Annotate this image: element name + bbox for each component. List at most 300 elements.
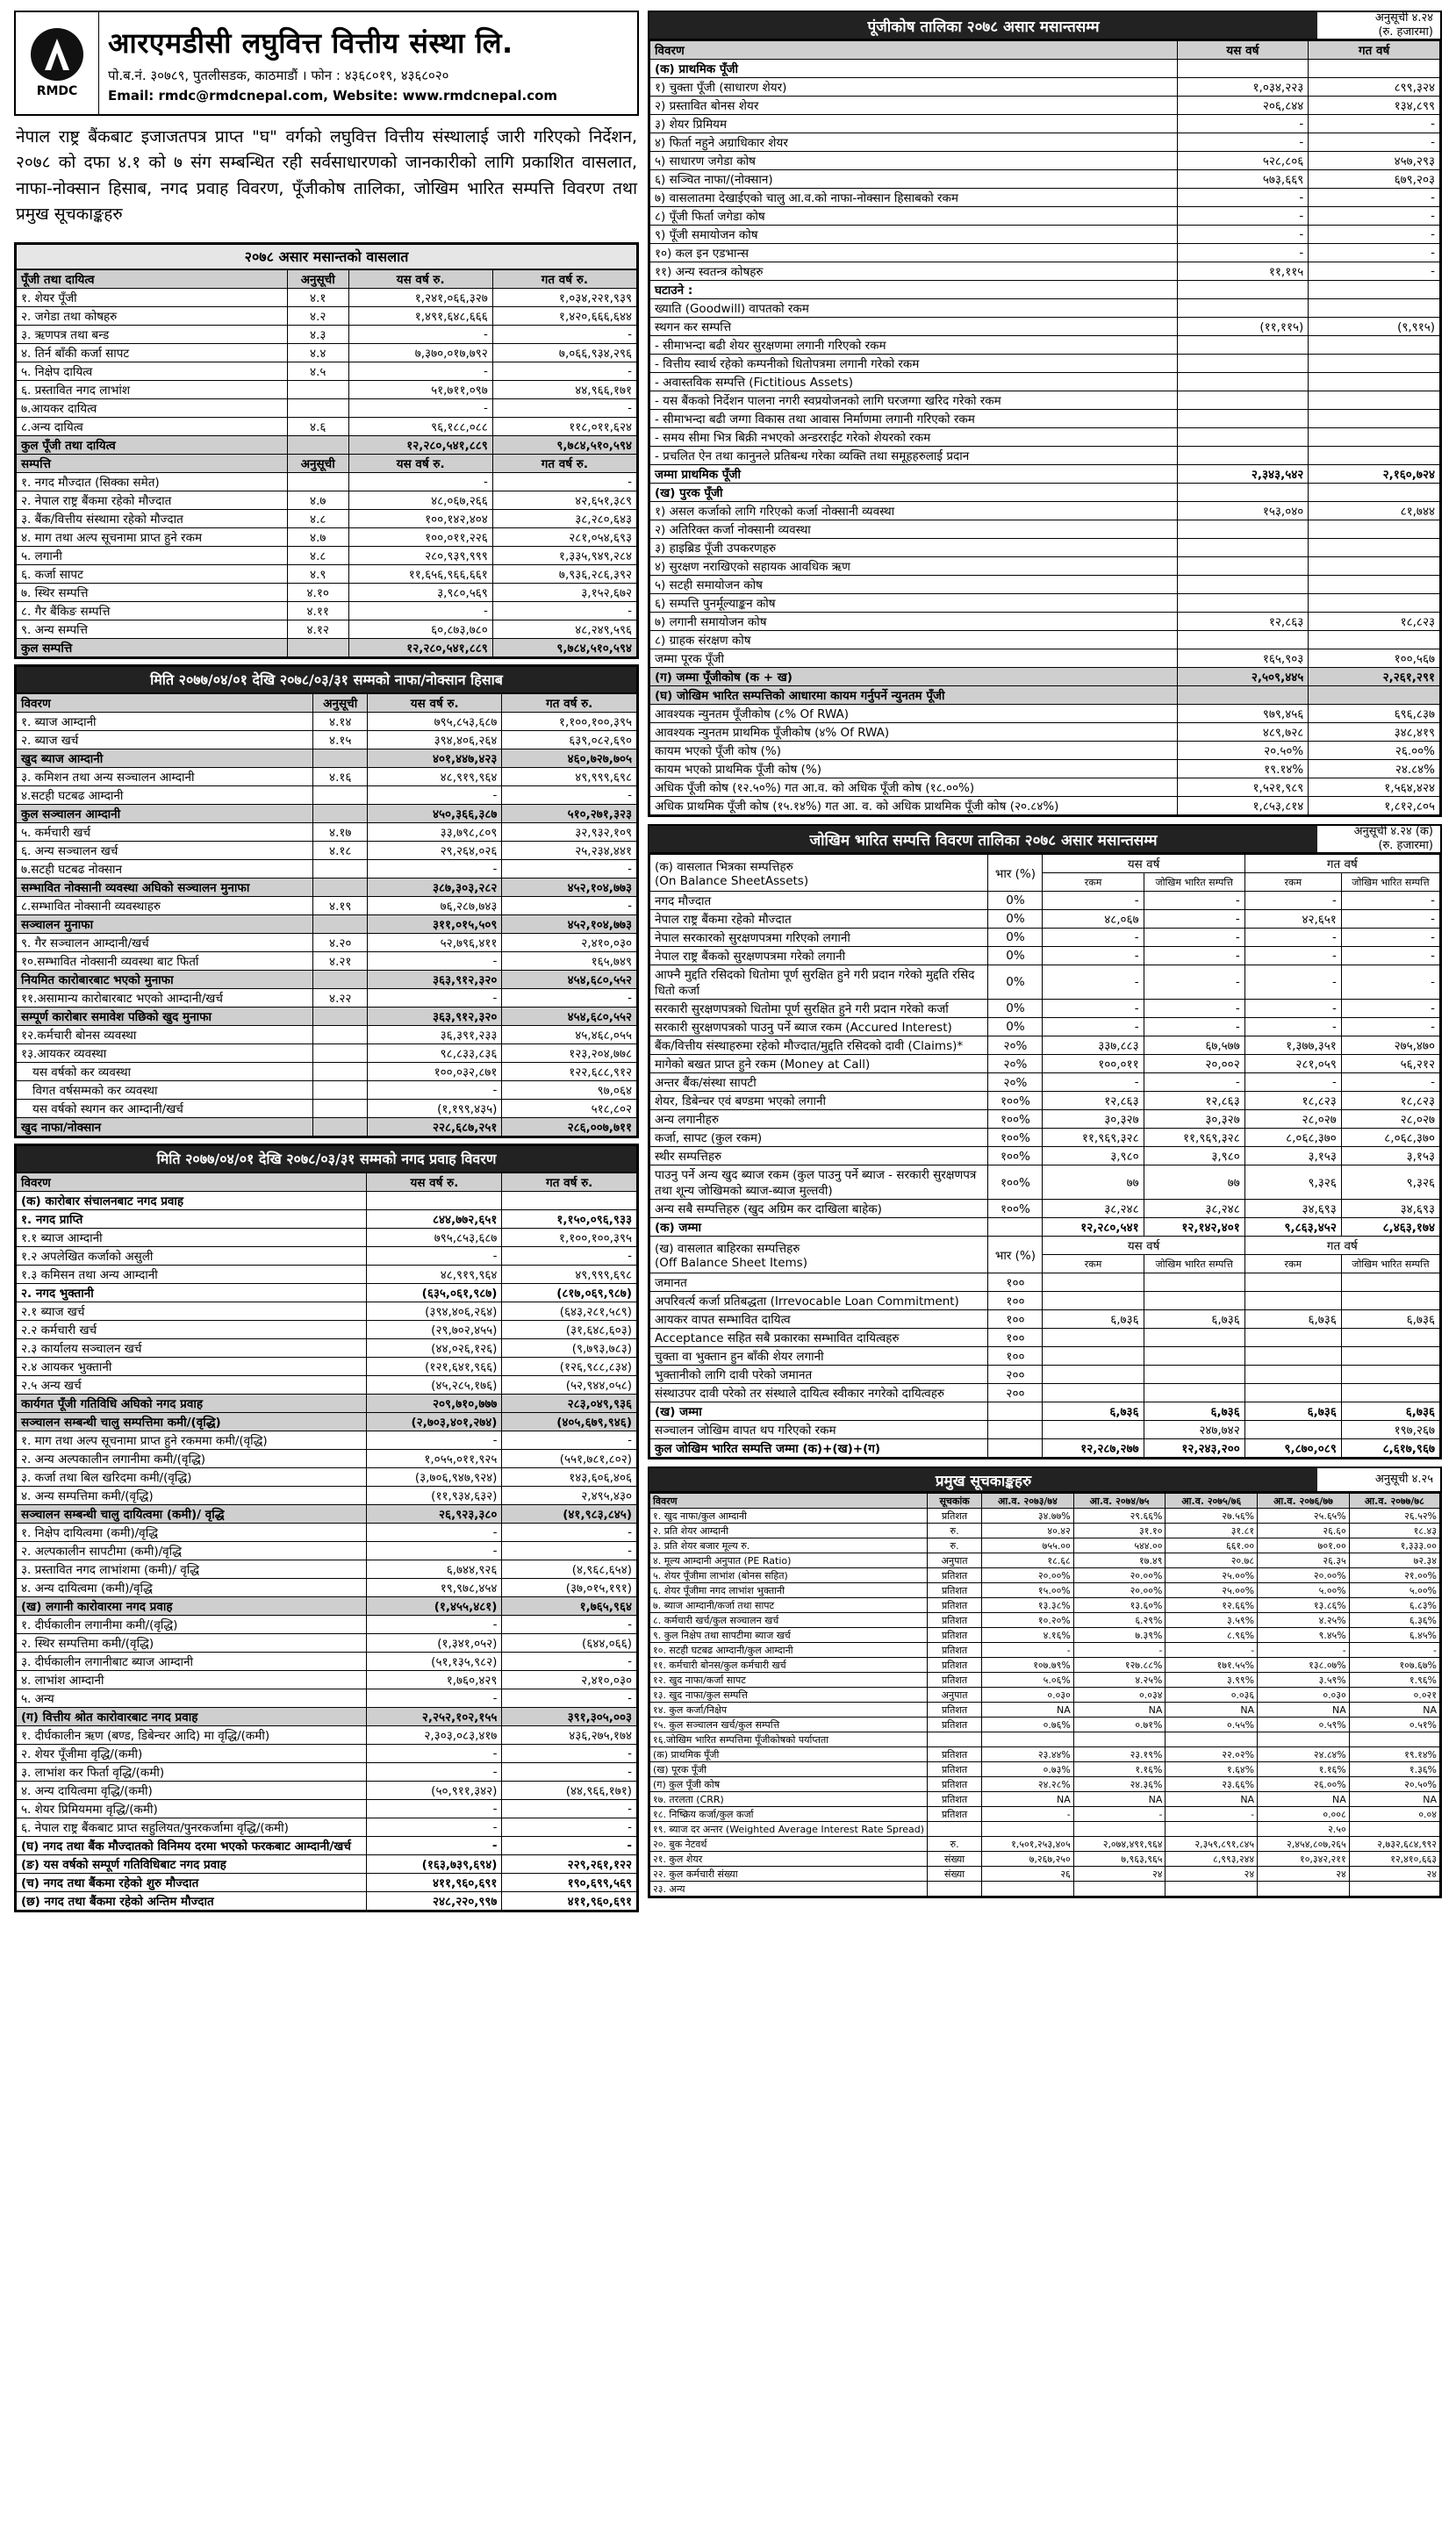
row-value: ७,२६७,२५० <box>982 1852 1074 1867</box>
row-value: २६.००% <box>1309 742 1440 760</box>
table-row <box>17 767 637 785</box>
row-value: - <box>367 1689 502 1707</box>
row-value <box>1309 631 1440 649</box>
row-value: १,३३३.०० <box>1349 1538 1439 1553</box>
row-value: ४३६,२७५,१७४ <box>502 1725 637 1744</box>
table-row <box>17 896 637 914</box>
row-label: १०. सटही घटबढ आम्दानी/कुल आम्दानी <box>650 1643 928 1658</box>
row-value: (११,९३४,६३२) <box>367 1486 502 1504</box>
row-label: कार्यगत पूँजी गतिविधि अघिको नगद प्रवाह <box>17 1394 367 1412</box>
row-value: - <box>982 1807 1074 1822</box>
header-cell: (क) वासलात भित्रका सम्पत्तिहरु (On Balance SheetAssets) <box>650 855 988 892</box>
row-value: ४८,०६७,२६६ <box>348 491 492 509</box>
table-row <box>17 914 637 933</box>
table-row <box>650 1165 1440 1200</box>
row-label: ९. गैर सञ्चालन आम्दानी/खर्च <box>17 933 313 951</box>
table-row <box>650 723 1440 742</box>
table-row <box>650 207 1440 226</box>
row-label: पाउनु पर्ने अन्य खुद ब्याज रकम (कुल पाउनु पर्ने ब्याज - सरकारी सुरक्षणपत्र तथा शून्य जोखिमको ब्याज-ब्याज मुल्तवी) <box>650 1165 988 1200</box>
cash-flow-table <box>16 1173 637 1911</box>
row-value: १,८५३,८१४ <box>1177 797 1309 815</box>
table-row <box>17 951 637 970</box>
row-value <box>313 970 368 988</box>
table-row <box>17 785 637 804</box>
row-value: ६०,८७३,७८० <box>348 620 492 638</box>
row-value: ३६३,९१२,३२० <box>368 970 502 988</box>
row-value: ४.२५% <box>1073 1673 1166 1688</box>
row-value: आ.व. २०७७/७८ <box>1349 1494 1439 1509</box>
row-value <box>928 1822 982 1837</box>
row-label: मागेको बखत प्राप्त हुने रकम (Money at Call) <box>650 1055 988 1073</box>
row-value: १८,८२३ <box>1341 1092 1439 1110</box>
row-value: - <box>1341 965 1439 1000</box>
row-value: २९.६६% <box>1073 1509 1166 1524</box>
row-value: १२,८६३ <box>1177 613 1309 631</box>
row-value: २८१,०५४,६९३ <box>492 527 636 546</box>
row-value: ९,३२६ <box>1341 1165 1439 1200</box>
row-value <box>313 1007 368 1025</box>
row-value: २४८,२२०,९९७ <box>367 1891 502 1910</box>
row-value: २२८,६८७,२५१ <box>368 1117 502 1136</box>
row-value: ४.२ <box>287 306 348 325</box>
row-value: NA <box>1258 1703 1350 1718</box>
row-value: २२.०२% <box>1166 1747 1258 1762</box>
rwa-header <box>648 824 1442 854</box>
table-row <box>17 1302 637 1320</box>
row-value: ७,३७०,०१७,७९२ <box>348 343 492 362</box>
row-value: २,०७४,४९१,९६४ <box>1073 1837 1166 1852</box>
row-value: यस वर्ष रु. <box>367 1173 502 1191</box>
row-value: १००% <box>988 1110 1043 1129</box>
row-value: ४९,९९९,६९८ <box>502 767 637 785</box>
table-row <box>17 306 637 325</box>
header-cell: (ख) वासलात बाहिरका सम्पत्तिहरु (Off Balance Sheet Items) <box>650 1237 988 1273</box>
row-label: १.३ कमिसन तथा अन्य आम्दानी <box>17 1265 367 1283</box>
row-value: २०.००% <box>1258 1568 1350 1583</box>
row-value: १००,०११ <box>1043 1055 1144 1073</box>
row-value: - <box>368 785 502 804</box>
row-label: शेयर, डिबेन्चर एवं बण्डमा भएको लगानी <box>650 1092 988 1110</box>
table-row <box>17 601 637 620</box>
row-value <box>1166 1732 1258 1747</box>
table-row <box>17 325 637 343</box>
row-value: १,४९१,६४८,६६६ <box>348 306 492 325</box>
row-value: ७६,२८७,७४३ <box>368 896 502 914</box>
table-row <box>650 484 1440 502</box>
org-address: पो.ब.नं. ३०७८९, पुतलीसडक, काठमाडौं । फोन : ४३६८०१९, ४३६८०२० <box>108 67 449 83</box>
total-row <box>650 1402 1440 1421</box>
row-label: कुल सम्पत्ति <box>17 638 288 656</box>
capital-fund-note: अनुसूची ४.२४ <box>1374 11 1433 25</box>
row-value: २३.६६% <box>1166 1777 1258 1792</box>
row-value: गत वर्ष रु. <box>502 1173 637 1191</box>
row-value: - <box>367 1523 502 1541</box>
table-row <box>650 1867 1440 1882</box>
row-value <box>313 1062 368 1080</box>
table-row <box>650 244 1440 262</box>
row-value: ३२,९३२,१०९ <box>502 822 637 841</box>
table-row <box>650 299 1440 318</box>
row-value: ९७९,४५६ <box>1177 705 1309 723</box>
row-label: आयकर वापत सम्भावित दायित्व <box>650 1310 988 1329</box>
row-label: ३. प्रति शेयर बजार मूल्य रु. <box>650 1538 928 1553</box>
row-value: - <box>1309 133 1440 152</box>
row-label: ५. अन्य <box>17 1689 367 1707</box>
indicators-header <box>648 1467 1442 1493</box>
row-value: २,२५२,१०२,१५५ <box>367 1707 502 1725</box>
row-value: १२,१४२,४०१ <box>1144 1218 1244 1237</box>
table-row <box>17 1578 637 1596</box>
row-value <box>1244 1384 1341 1402</box>
row-value: ६,७३६ <box>1043 1402 1144 1421</box>
row-label: ४. मूल्य आम्दानी अनुपात (PE Ratio) <box>650 1553 928 1568</box>
row-value <box>1177 576 1309 594</box>
row-value: ५१८,८०२ <box>502 1099 637 1117</box>
row-value: - <box>492 472 636 491</box>
row-value: - <box>502 1523 637 1541</box>
table-row <box>650 1292 1440 1310</box>
row-value <box>1349 1882 1439 1897</box>
row-label: अन्तर बैंक/संस्था सापटी <box>650 1073 988 1092</box>
row-value: १८.४३ <box>1349 1524 1439 1538</box>
row-value <box>313 749 368 767</box>
table-row <box>650 1509 1440 1524</box>
row-value: ४४,९६६,१७१ <box>492 380 636 398</box>
table-row <box>650 760 1440 778</box>
row-label: २२. कुल कर्मचारी संख्या <box>650 1867 928 1882</box>
row-value <box>1177 336 1309 355</box>
row-label: २. स्थिर सम्पत्तिमा कमी/(वृद्धि) <box>17 1633 367 1652</box>
table-row <box>17 546 637 564</box>
row-value: - <box>1341 929 1439 947</box>
row-value: ०.००८ <box>1258 1807 1350 1822</box>
row-value: - <box>502 1689 637 1707</box>
row-value: ३३७,८८३ <box>1043 1036 1144 1055</box>
row-value <box>1309 299 1440 318</box>
row-value: - <box>502 1762 637 1781</box>
row-value: ४.१८ <box>313 841 368 859</box>
row-value: ३११,०१५,५०९ <box>368 914 502 933</box>
row-value: २५.६५% <box>1258 1509 1350 1524</box>
row-value: ०.७३% <box>982 1762 1074 1777</box>
table-row <box>17 288 637 306</box>
row-value: ६.४५% <box>1349 1628 1439 1643</box>
row-label: ३. कर्जा तथा बिल खरिदमा कमी/(वृद्धि) <box>17 1467 367 1486</box>
row-value: १,५२१,९८९ <box>1177 778 1309 797</box>
row-value: ४.१४ <box>313 712 368 730</box>
table-row <box>17 527 637 546</box>
row-value: १००,५६७ <box>1309 649 1440 668</box>
row-label: विवरण <box>650 1494 928 1509</box>
row-value: ०.७१% <box>1073 1718 1166 1732</box>
row-value: ८,४६३,१७४ <box>1341 1218 1439 1237</box>
row-value: - <box>367 1541 502 1560</box>
row-value: - <box>1177 115 1309 133</box>
cash-flow <box>14 1144 639 1912</box>
row-value: ४०१,४४७,४२३ <box>368 749 502 767</box>
row-label: ७) लगानी समायोजन कोष <box>650 613 1178 631</box>
table-row <box>650 1568 1440 1583</box>
table-row <box>17 1707 637 1725</box>
row-value: ६९६,८३७ <box>1309 705 1440 723</box>
row-value: NA <box>1166 1792 1258 1807</box>
row-label: (ख) जम्मा <box>650 1402 988 1421</box>
row-value: ६,७३६ <box>1341 1310 1439 1329</box>
table-row <box>17 1744 637 1762</box>
row-value <box>287 435 348 454</box>
table-row <box>17 1062 637 1080</box>
table-row <box>17 1099 637 1117</box>
row-value <box>1177 410 1309 428</box>
table-row <box>17 1873 637 1891</box>
row-value: ७,९३६,२८६,३९२ <box>492 564 636 583</box>
row-value: २०९,७१०,७७७ <box>367 1394 502 1412</box>
table-row <box>17 712 637 730</box>
row-value: - <box>502 896 637 914</box>
table-row <box>650 1524 1440 1538</box>
row-value: - <box>1177 133 1309 152</box>
table-row <box>650 1129 1440 1147</box>
table-row <box>17 1541 637 1560</box>
row-label: २. नेपाल राष्ट्र बैंकमा रहेको मौज्दात <box>17 491 288 509</box>
row-value: - <box>1043 892 1144 910</box>
row-label: आवश्यक न्युनतम प्राथमिक पूँजीकोष (४% Of RWA) <box>650 723 1178 742</box>
row-label: ९. अन्य सम्पत्ति <box>17 620 288 638</box>
row-label: २.३ कार्यालय सञ्चालन खर्च <box>17 1338 367 1357</box>
table-row <box>650 1092 1440 1110</box>
row-value <box>287 472 348 491</box>
row-value <box>1177 520 1309 539</box>
table-header <box>17 1173 637 1191</box>
table-row <box>17 343 637 362</box>
row-value: २,४१०,०३० <box>502 933 637 951</box>
row-value: ३८,२४८ <box>1043 1200 1144 1218</box>
row-value: - <box>367 1799 502 1818</box>
row-value: - <box>1144 947 1244 965</box>
row-value: २,२६१,२९१ <box>1309 668 1440 686</box>
row-value: ३४,६९३ <box>1244 1200 1341 1218</box>
row-label: २.५ अन्य खर्च <box>17 1375 367 1394</box>
row-value <box>1309 428 1440 447</box>
row-value <box>1349 1822 1439 1837</box>
row-value: १०७.६७% <box>1349 1658 1439 1673</box>
row-value: - <box>492 398 636 417</box>
row-value: ०.०३० <box>1258 1688 1350 1703</box>
row-value: २८,०२७ <box>1244 1110 1341 1129</box>
row-label: ११. कर्मचारी बोनस/कुल कर्मचारी खर्च <box>650 1658 928 1673</box>
row-label: सरकारी सुरक्षणपत्रको पाउनु पर्ने ब्याज रकम (Accured Interest) <box>650 1018 988 1036</box>
table-header <box>17 454 637 472</box>
row-value: ३,९८० <box>1043 1147 1144 1165</box>
row-label: ३. दीर्घकालीन लगानीबाट ब्याज आम्दानी <box>17 1652 367 1670</box>
row-value: १९.१४% <box>1349 1747 1439 1762</box>
table-row <box>17 1670 637 1689</box>
row-label: यस वर्षको कर व्यवस्था <box>17 1062 313 1080</box>
row-value: १६५,९०३ <box>1177 649 1309 668</box>
table-row <box>650 428 1440 447</box>
table-row <box>650 1837 1440 1852</box>
row-label: अधिक पूँजी कोष (१२.५०%) गत आ.व. को अधिक पूँजी कोष (१८.००%) <box>650 778 1178 797</box>
row-value <box>313 859 368 878</box>
table-row <box>17 1338 637 1357</box>
row-value <box>1043 1329 1144 1347</box>
table-row <box>650 189 1440 207</box>
row-label: ३. बैंक/वित्तीय संस्थामा रहेको मौज्दात <box>17 509 288 527</box>
row-value: १५३,०४० <box>1177 502 1309 520</box>
table-row <box>17 1467 637 1486</box>
row-value: प्रतिशत <box>928 1568 982 1583</box>
row-value <box>1244 1329 1341 1347</box>
row-value: (९,७९३,७८३) <box>502 1338 637 1357</box>
row-value: ३९१,३०५,००३ <box>502 1707 637 1725</box>
logo-icon <box>31 28 83 81</box>
row-value <box>1309 447 1440 465</box>
row-value: १,३७७,३५१ <box>1244 1036 1341 1055</box>
row-value <box>1144 1329 1244 1347</box>
table-row <box>650 1852 1440 1867</box>
table-header <box>650 1237 1440 1255</box>
row-value: ०.०३४ <box>1073 1688 1166 1703</box>
row-label: १.२ अपलेखित कर्जाको असुली <box>17 1246 367 1265</box>
row-value: ३६३,९१२,३२० <box>368 1007 502 1025</box>
row-value <box>313 878 368 896</box>
row-value: ४.५ <box>287 362 348 380</box>
logo-label: RMDC <box>36 84 78 98</box>
table-row <box>17 1818 637 1836</box>
row-value: ३१.१० <box>1073 1524 1166 1538</box>
row-value: ८.९६% <box>1166 1628 1258 1643</box>
header-cell: यस वर्ष <box>1043 1237 1244 1255</box>
row-value: २०.००% <box>1073 1583 1166 1598</box>
row-value: ०.५१% <box>1349 1718 1439 1732</box>
row-value: १७१.५५% <box>1166 1658 1258 1673</box>
row-label: अपरिवर्त्य कर्जा प्रतिबद्धता (Irrevocable Loan Commitment) <box>650 1292 988 1310</box>
table-row <box>17 1228 637 1246</box>
header-cell: भार (%) <box>988 855 1043 892</box>
row-value <box>1309 355 1440 373</box>
row-value: प्रतिशत <box>928 1673 982 1688</box>
row-value: ४.१६% <box>982 1628 1074 1643</box>
row-label: २. अन्य अल्पकालीन लगानीमा कमी/(वृद्धि) <box>17 1449 367 1467</box>
row-value: - <box>1244 947 1341 965</box>
row-value: २,७३२,६८४,९९२ <box>1349 1837 1439 1852</box>
table-row <box>17 1652 637 1670</box>
row-label: (क) प्राथमिक पूँजी <box>650 1747 928 1762</box>
row-value: ४११,९६०,६९१ <box>367 1873 502 1891</box>
row-value: २०० <box>988 1366 1043 1384</box>
row-value: ६,७३६ <box>1144 1402 1244 1421</box>
row-value: (१२१,६४१,९६६) <box>367 1357 502 1375</box>
table-header <box>650 41 1440 60</box>
row-value: - <box>502 1615 637 1633</box>
row-label: २०. बुक नेटवर्थ <box>650 1837 928 1852</box>
row-value: २०.००% <box>1073 1568 1166 1583</box>
row-value: ५१,७११,०९७ <box>348 380 492 398</box>
row-value: २०,००२ <box>1144 1055 1244 1073</box>
table-row <box>17 859 637 878</box>
row-value: ५१०,२७१,३२३ <box>502 804 637 822</box>
row-value <box>313 1044 368 1062</box>
row-label: - प्रचलित ऐन तथा कानुनले प्रतिबन्ध गरेका व्यक्ति तथा समूहहरुलाई प्रदान <box>650 447 1178 465</box>
row-value: - <box>502 1246 637 1265</box>
table-row <box>17 509 637 527</box>
row-label: १६.जोखिम भारित सम्पत्तिमा पूँजीकोषको पर्याप्तता <box>650 1732 928 1747</box>
row-value: (५०,९११,३४२) <box>367 1781 502 1799</box>
table-row <box>17 620 637 638</box>
table-header <box>650 855 1440 873</box>
row-label: सम्पूर्ण कारोबार समावेश पछिको खुद मुनाफा <box>17 1007 313 1025</box>
row-value: ३४,६९३ <box>1341 1200 1439 1218</box>
row-value: ५२८,८०६ <box>1177 152 1309 170</box>
row-value <box>1341 1273 1439 1292</box>
row-label: ४) फिर्ता नहुने अग्राधिकार शेयर <box>650 133 1178 152</box>
row-label: पूँजी तथा दायित्व <box>17 269 288 288</box>
table-row <box>17 804 637 822</box>
row-value: १०० <box>988 1347 1043 1366</box>
row-value: १,३३५,९४९,२८४ <box>492 546 636 564</box>
row-value: १.१६% <box>1258 1762 1350 1777</box>
row-value <box>982 1882 1074 1897</box>
row-label: २. प्रति शेयर आम्दानी <box>650 1524 928 1538</box>
row-value <box>1144 1384 1244 1402</box>
row-label: (क) कारोबार संचालनबाट नगद प्रवाह <box>17 1191 367 1209</box>
row-value: (१२६,९८८,८३४) <box>502 1357 637 1375</box>
table-row <box>650 539 1440 557</box>
row-value: ३९४,४०६,२६४ <box>368 730 502 749</box>
row-value: - <box>367 1818 502 1836</box>
row-label: २.२ कर्मचारी खर्च <box>17 1320 367 1338</box>
row-label: ६. प्रस्तावित नगद लाभांश <box>17 380 288 398</box>
row-value: ६३९,०८२,६९० <box>502 730 637 749</box>
table-row <box>650 1000 1440 1018</box>
row-value: ४५७,२९३ <box>1309 152 1440 170</box>
row-value: १२,२८०,५४१,८८९ <box>348 638 492 656</box>
row-value: ४२,६५१ <box>1244 910 1341 929</box>
row-value: ३८,२४८ <box>1144 1200 1244 1218</box>
row-value: ६७९,२०३ <box>1309 170 1440 189</box>
row-value: १००% <box>988 1092 1043 1110</box>
table-row <box>17 1523 637 1541</box>
row-value: NA <box>982 1703 1074 1718</box>
row-value: ४५२,१०४,७७३ <box>502 878 637 896</box>
row-value: ९,७८४,५१०,५९४ <box>492 435 636 454</box>
row-value: ६.२९% <box>1073 1613 1166 1628</box>
row-label: १.१ ब्याज आम्दानी <box>17 1228 367 1246</box>
row-value: १,०३४,२२३ <box>1177 78 1309 97</box>
row-label: १७. तरलता (CRR) <box>650 1792 928 1807</box>
row-label: ८) ग्राहक संरक्षण कोष <box>650 631 1178 649</box>
row-value: ४.७ <box>287 491 348 509</box>
row-value: अनुपात <box>928 1688 982 1703</box>
row-value: - <box>1166 1643 1258 1658</box>
row-label: ८.अन्य दायित्व <box>17 417 288 435</box>
row-value: आ.व. २०७४/७५ <box>1073 1494 1166 1509</box>
row-value: प्रतिशत <box>928 1807 982 1822</box>
balance-sheet <box>14 242 639 659</box>
row-label: - यस बैंकको निर्देशन पालना नगरी स्वप्रयोजनको लागि घरजग्गा खरिद गरेको रकम <box>650 391 1178 410</box>
row-value: ४.१० <box>287 583 348 601</box>
row-label: जम्मा पूरक पूँजी <box>650 649 1178 668</box>
table-row <box>650 631 1440 649</box>
row-value: - <box>1309 189 1440 207</box>
row-value: - <box>367 1431 502 1449</box>
table-row <box>650 1384 1440 1402</box>
row-value: - <box>1341 947 1439 965</box>
row-label: सञ्चालन मुनाफा <box>17 914 313 933</box>
row-value: १,४२०,६६६,६४४ <box>492 306 636 325</box>
row-value: - <box>348 398 492 417</box>
row-value: आ.व. २०७५/७६ <box>1166 1494 1258 1509</box>
